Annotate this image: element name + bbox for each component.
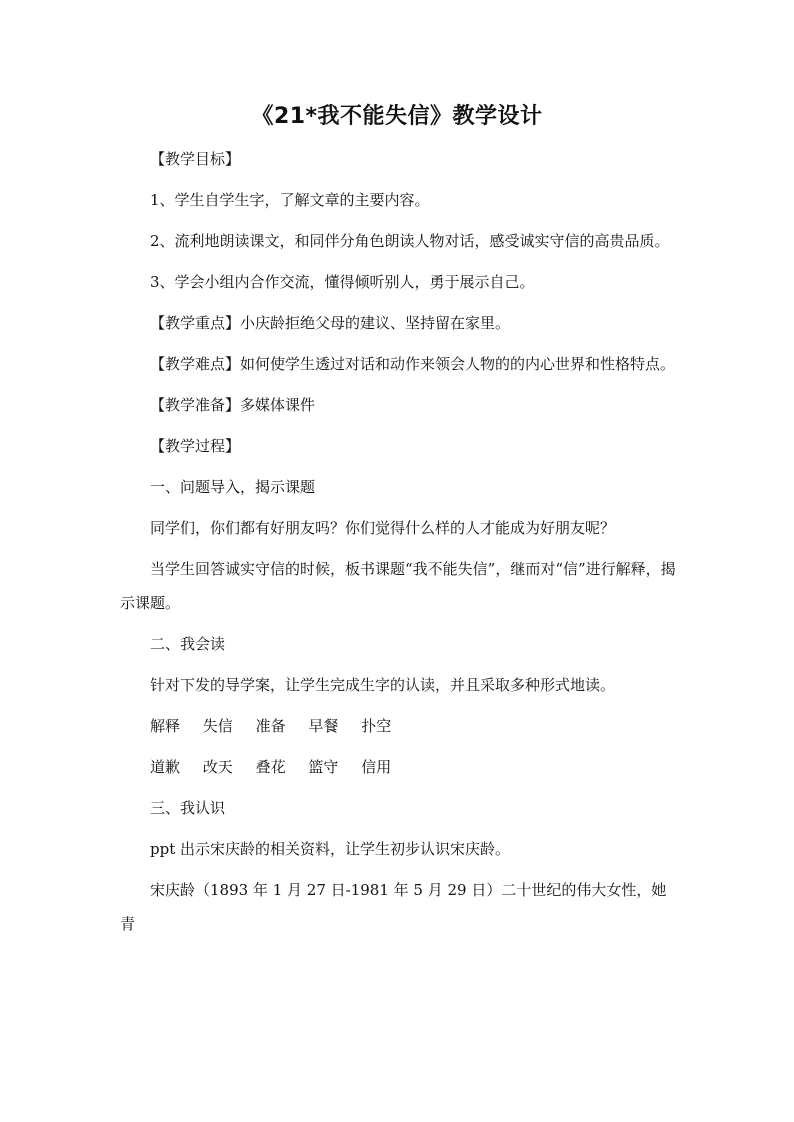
- vocab-word: 信用: [361, 758, 392, 776]
- vocab-word: 篮守: [308, 758, 339, 776]
- document-body: [120, 142, 680, 948]
- vocab-word: 道歉: [150, 758, 181, 776]
- section-heading-process: 【教学过程】: [150, 437, 241, 455]
- preparation: 【教学准备】多媒体课件: [150, 396, 316, 414]
- vocab-word: 扑空: [361, 717, 392, 735]
- key-point: 【教学重点】小庆龄拒绝父母的建议、坚持留在家里。: [150, 314, 511, 332]
- vocab-row-2: [120, 750, 680, 784]
- objective-2: 2、流利地朗读课文，和同伴分角色朗读人物对话，感受诚实守信的高贵品质。: [150, 232, 670, 250]
- objective-1: 1、学生自学生字，了解文章的主要内容。: [150, 191, 430, 209]
- vocab-word: 改天: [202, 758, 233, 776]
- difficult-point: 【教学难点】如何使学生透过对话和动作来领会人物的的内心世界和性格特点。: [150, 355, 676, 373]
- step-1-heading: 一、问题导入，揭示课题: [150, 478, 316, 496]
- step-1-explanation: 当学生回答诚实守信的时候，板书课题“我不能失信”，继而对“信”进行解释，揭示课题。: [120, 560, 676, 612]
- vocab-row-1: [120, 709, 680, 743]
- step-1-question: 同学们，你们都有好朋友吗？你们觉得什么样的人才能成为好朋友呢？: [150, 519, 616, 537]
- vocab-word: 早餐: [308, 717, 339, 735]
- section-heading-objectives: 【教学目标】: [150, 150, 241, 168]
- step-2-instruction: 针对下发的导学案，让学生完成生字的认读，并且采取多种形式地读。: [150, 676, 616, 694]
- vocab-word: 准备: [255, 717, 286, 735]
- biography-paragraph: 宋庆龄（1893 年 1 月 27 日-1981 年 5 月 29 日）二十世纪的伟大女性，她青: [120, 881, 667, 933]
- vocab-word: 解释: [150, 717, 181, 735]
- document-title: 《21*我不能失信》教学设计: [251, 104, 543, 129]
- vocab-word: 叠花: [255, 758, 286, 776]
- step-3-instruction: ppt 出示宋庆龄的相关资料，让学生初步认识宋庆龄。: [150, 840, 511, 858]
- step-2-heading: 二、我会读: [150, 635, 226, 653]
- step-3-heading: 三、我认识: [150, 799, 226, 817]
- vocab-word: 失信: [202, 717, 233, 735]
- objective-3: 3、学会小组内合作交流，懂得倾听别人，勇于展示自己。: [150, 273, 535, 291]
